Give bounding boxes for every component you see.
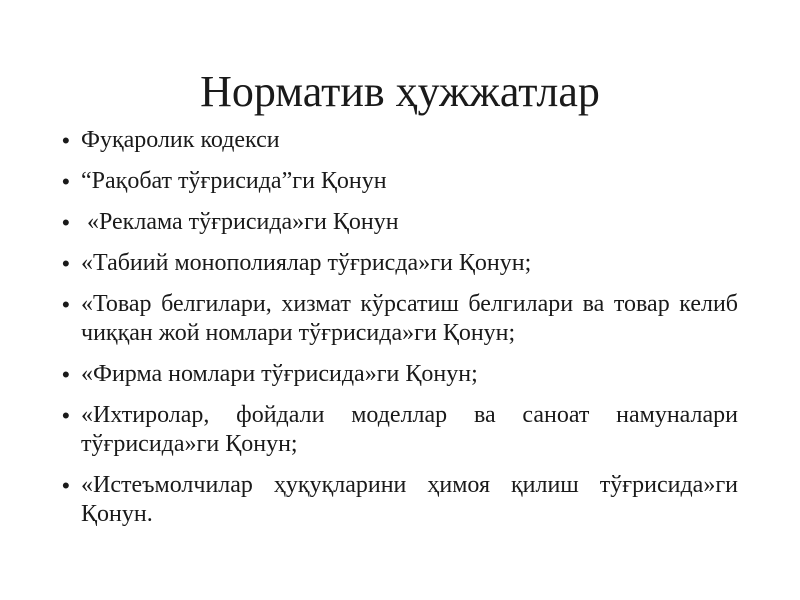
bullet-dot-icon: • [62,473,70,498]
bullet-item [62,360,738,389]
bullet-dot-icon: • [62,292,70,317]
bullet-dot-icon: • [62,362,70,387]
bullet-item [62,249,738,278]
bullet-list [62,126,738,541]
bullet-item [62,401,738,459]
bullet-item [62,126,738,155]
bullet-text: «Истеъмолчилар ҳуқуқларини ҳимоя қилиш тўғрисида»ги Қонун. [81,472,738,527]
bullet-text: «Фирма номлари тўғрисида»ги Қонун; [81,361,478,387]
bullet-text: «Ихтиролар, фойдали моделлар ва саноат намуналари тўғрисида»ги Қонун; [81,402,738,457]
bullet-text: «Товар белгилари, хизмат кўрсатиш белгилари ва товар келиб чиққан жой номлари тўғрисида»ги Қонун; [81,291,738,346]
bullet-text: “Рақобат тўғрисида”ги Қонун [81,168,387,194]
bullet-dot-icon: • [62,128,70,153]
bullet-item [62,290,738,348]
bullet-item [62,471,738,529]
bullet-text: «Реклама тўғрисида»ги Қонун [81,209,399,235]
bullet-dot-icon: • [62,403,70,428]
bullet-item [62,167,738,196]
bullet-dot-icon: • [62,210,70,235]
bullet-dot-icon: • [62,169,70,194]
bullet-dot-icon: • [62,251,70,276]
bullet-text: Фуқаролик кодекси [81,127,280,153]
slide-title: Норматив ҳужжатлар [200,67,600,116]
bullet-text: «Табиий монополиялар тўғрисда»ги Қонун; [81,250,532,276]
bullet-item [62,208,738,237]
